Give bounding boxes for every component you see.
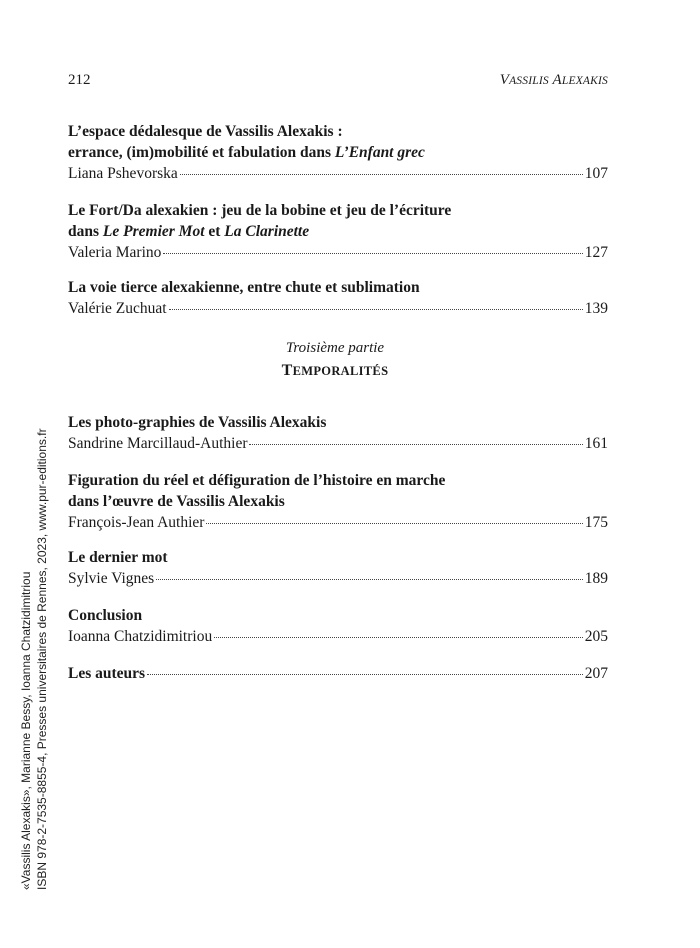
page-number: 212 bbox=[68, 72, 91, 88]
entry-title-line: L’espace dédalesque de Vassilis Alexakis : bbox=[68, 123, 343, 140]
entry-title-line: Le dernier mot bbox=[68, 549, 168, 566]
entry-page: 139 bbox=[584, 300, 608, 317]
running-head bbox=[500, 72, 608, 89]
toc-entry bbox=[68, 412, 608, 454]
entry-title bbox=[68, 200, 608, 242]
entry-title-text: errance, (im)mobilité et fabulation dans bbox=[68, 144, 335, 161]
dot-leader bbox=[169, 309, 583, 310]
dot-leader bbox=[156, 579, 583, 580]
entry-title-line: Conclusion bbox=[68, 607, 143, 624]
dot-leader bbox=[180, 174, 583, 175]
dot-leader bbox=[214, 637, 583, 638]
entry-title: Les auteurs bbox=[68, 665, 146, 682]
entry-page: 205 bbox=[584, 628, 608, 645]
entry-page: 189 bbox=[584, 570, 608, 587]
part-title-rest: EMPORALITÉS bbox=[292, 364, 389, 378]
entry-title-italic: Le Premier Mot bbox=[102, 223, 205, 240]
entry-author: Sandrine Marcillaud-Authier bbox=[68, 435, 248, 452]
dot-leader bbox=[206, 523, 582, 524]
toc-entry bbox=[68, 547, 608, 589]
entry-title bbox=[68, 605, 608, 626]
side-note-line: ISBN 978-2-7535-8855-4, Presses universitaires de Rennes, 2023, www.pur-editions.fr bbox=[35, 428, 49, 890]
part-label: Troisième partie bbox=[285, 340, 385, 356]
entry-page: 175 bbox=[584, 514, 608, 531]
entry-title bbox=[68, 547, 608, 568]
entry-title bbox=[68, 412, 608, 433]
entry-author: Valérie Zuchuat bbox=[68, 300, 167, 317]
author-line bbox=[68, 242, 608, 263]
entry-title-italic: L’Enfant grec bbox=[334, 144, 425, 161]
toc-entry bbox=[68, 663, 608, 684]
entry-author: Ioanna Chatzidimitriou bbox=[68, 628, 213, 645]
entry-author: Sylvie Vignes bbox=[68, 570, 155, 587]
author-line bbox=[68, 433, 608, 454]
toc-entry bbox=[68, 470, 608, 533]
author-line bbox=[68, 512, 608, 533]
author-line bbox=[68, 663, 608, 684]
entry-title-line bbox=[68, 142, 608, 163]
entry-title-line: La voie tierce alexakienne, entre chute et sublimation bbox=[68, 279, 420, 296]
dot-leader bbox=[147, 674, 583, 675]
entry-title-line bbox=[68, 221, 608, 242]
dot-leader bbox=[249, 444, 582, 445]
entry-title bbox=[68, 277, 608, 298]
part-title-initial: T bbox=[281, 362, 293, 379]
entry-title-line: Les photo-graphies de Vassilis Alexakis bbox=[68, 414, 327, 431]
entry-page: 161 bbox=[584, 435, 608, 452]
author-line bbox=[68, 626, 608, 647]
entry-page: 127 bbox=[584, 244, 608, 261]
entry-author: François-Jean Authier bbox=[68, 514, 205, 531]
entry-title-text: dans bbox=[68, 223, 103, 240]
entry-title bbox=[68, 121, 608, 163]
entry-author: Valeria Marino bbox=[68, 244, 162, 261]
side-note bbox=[18, 420, 50, 890]
entry-title-italic: La Clarinette bbox=[224, 223, 310, 240]
running-head-initial-2: A bbox=[552, 72, 562, 88]
entry-title-line: Figuration du réel et défiguration de l’histoire en marche bbox=[68, 472, 446, 489]
entry-title-line: Le Fort/Da alexakien : jeu de la bobine et jeu de l’écriture bbox=[68, 202, 452, 219]
author-line bbox=[68, 568, 608, 589]
running-head-rest-1: ASSILIS bbox=[509, 75, 549, 87]
toc-entry bbox=[68, 605, 608, 647]
running-head-initial-1: V bbox=[499, 72, 510, 88]
toc-entry bbox=[68, 277, 608, 319]
entry-page: 207 bbox=[584, 665, 608, 682]
side-note-line: «Vassilis Alexakis», Marianne Bessy, Ioanna Chatzidimitriou bbox=[19, 571, 33, 890]
author-line bbox=[68, 163, 608, 184]
entry-title-line: dans l’œuvre de Vassilis Alexakis bbox=[68, 493, 285, 510]
part-title bbox=[0, 362, 670, 380]
dot-leader bbox=[163, 253, 582, 254]
entry-title bbox=[68, 470, 608, 512]
entry-author: Liana Pshevorska bbox=[68, 165, 178, 182]
author-line bbox=[68, 298, 608, 319]
running-head-rest-2: LEXAKIS bbox=[561, 75, 608, 87]
entry-title-text: et bbox=[204, 223, 225, 240]
toc-entry bbox=[68, 121, 608, 184]
entry-page: 107 bbox=[584, 165, 608, 182]
toc-entry bbox=[68, 200, 608, 263]
